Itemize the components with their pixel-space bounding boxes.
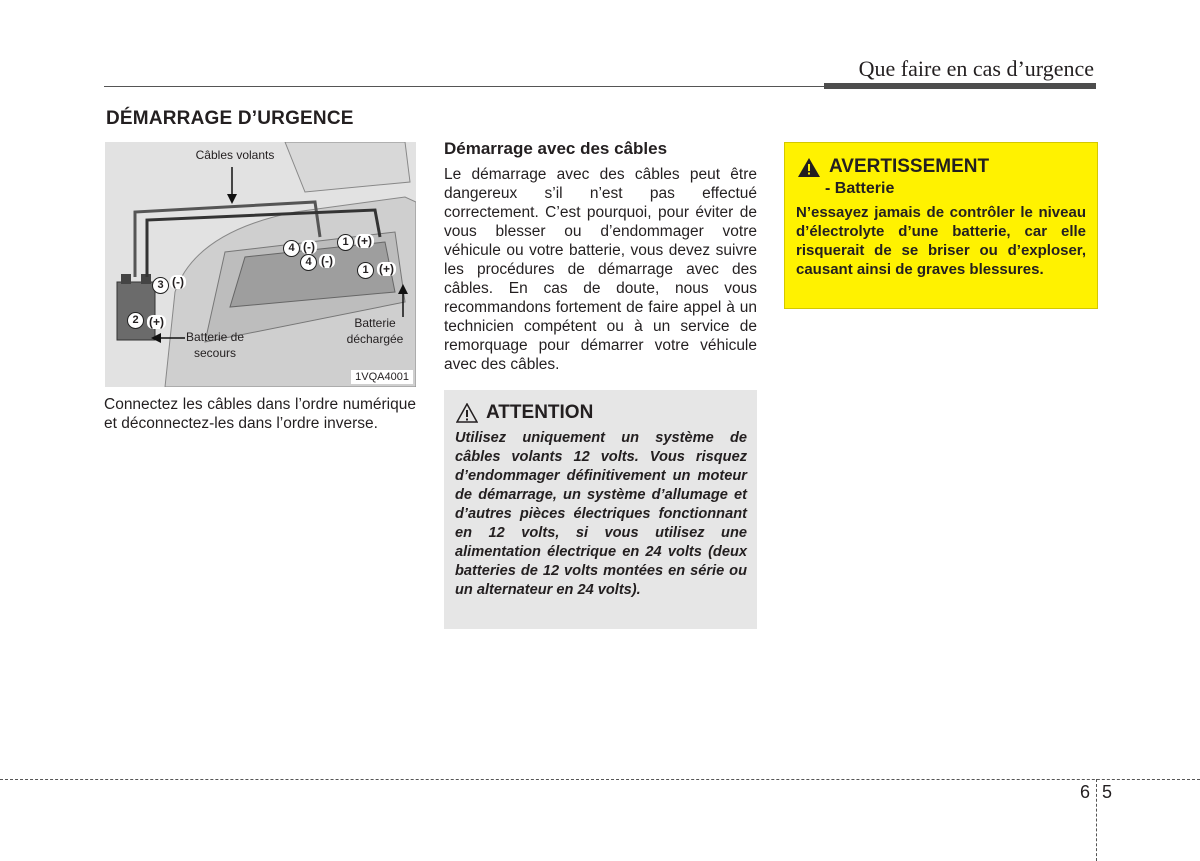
- marker-4a-sign: (-): [303, 240, 315, 254]
- marker-1a-number: 1: [337, 234, 354, 251]
- label-dead-battery: Batterie déchargée: [346, 316, 404, 346]
- attention-title-text: ATTENTION: [486, 402, 594, 423]
- attention-body: Utilisez uniquement un système de câbles volants 12 volts. Vous risquez d’endommager définitivement un moteur de démarrage, un système d’allumage et d’autres pièces électriques fonctionnant en 12 volts, si vous utilisez une alimentation électrique en 24 volts (deux batteries de 12 volts montées en série ou un alternateur en 24 volts).: [455, 430, 747, 598]
- marker-1b-sign: (+): [379, 262, 394, 276]
- jump-start-figure: [105, 142, 416, 387]
- marker-4b-number: 4: [300, 254, 317, 271]
- figure-caption: Connectez les câbles dans l’ordre numérique et déconnectez-les dans l’ordre inverse.: [104, 396, 416, 432]
- marker-4b-sign: (-): [321, 254, 333, 268]
- marker-3-sign: (-): [172, 275, 184, 289]
- caution-triangle-icon: [456, 403, 478, 423]
- warning-title: [797, 156, 989, 178]
- warning-title-text: AVERTISSEMENT: [829, 156, 990, 177]
- marker-2-sign: (+): [149, 315, 164, 329]
- marker-2-number: 2: [127, 312, 144, 329]
- jump-start-heading: Démarrage avec des câbles: [444, 139, 668, 158]
- footer-divider: [1096, 779, 1097, 861]
- section-title: DÉMARRAGE D’URGENCE: [106, 108, 354, 129]
- warning-subtitle: - Batterie: [825, 180, 895, 197]
- label-jumper-cables: Câbles volants: [195, 148, 275, 162]
- marker-3-number: 3: [152, 277, 169, 294]
- label-backup-battery: Batterie de secours: [185, 330, 245, 360]
- attention-box: [444, 390, 757, 629]
- jump-start-body: Le démarrage avec des câbles peut être dangereux s’il n’est pas effectué correctement. C’est pourquoi, pour éviter de vous blesser ou d’endommager votre véhicule ou votre batterie, vous devez suivre les procédures de démarrage avec des câbles. En cas de doute, nous vous recommandons fortement de faire appel à un technicien compétent ou à un service de remorquage pour démarrer votre véhicule avec des câbles.: [444, 166, 757, 373]
- header-chapter-title: Que faire en cas d’urgence: [858, 56, 1094, 81]
- marker-1b-number: 1: [357, 262, 374, 279]
- figure-code: 1VQA4001: [351, 370, 413, 384]
- marker-1a-sign: (+): [357, 234, 372, 248]
- warning-body: N’essayez jamais de contrôler le niveau d’électrolyte d’une batterie, car elle risquerait de se briser ou d’exploser, causant ainsi de graves blessures.: [796, 204, 1086, 278]
- footer-rule: [0, 779, 1200, 780]
- attention-title: [456, 402, 593, 424]
- page-number-page: 5: [1102, 782, 1113, 802]
- warning-box: [784, 142, 1098, 309]
- page-number-chapter: 6: [1080, 782, 1091, 802]
- warning-triangle-icon: [797, 157, 821, 178]
- marker-4a-number: 4: [283, 240, 300, 257]
- header-rule: [104, 86, 824, 87]
- header-rule-accent: [824, 83, 1096, 89]
